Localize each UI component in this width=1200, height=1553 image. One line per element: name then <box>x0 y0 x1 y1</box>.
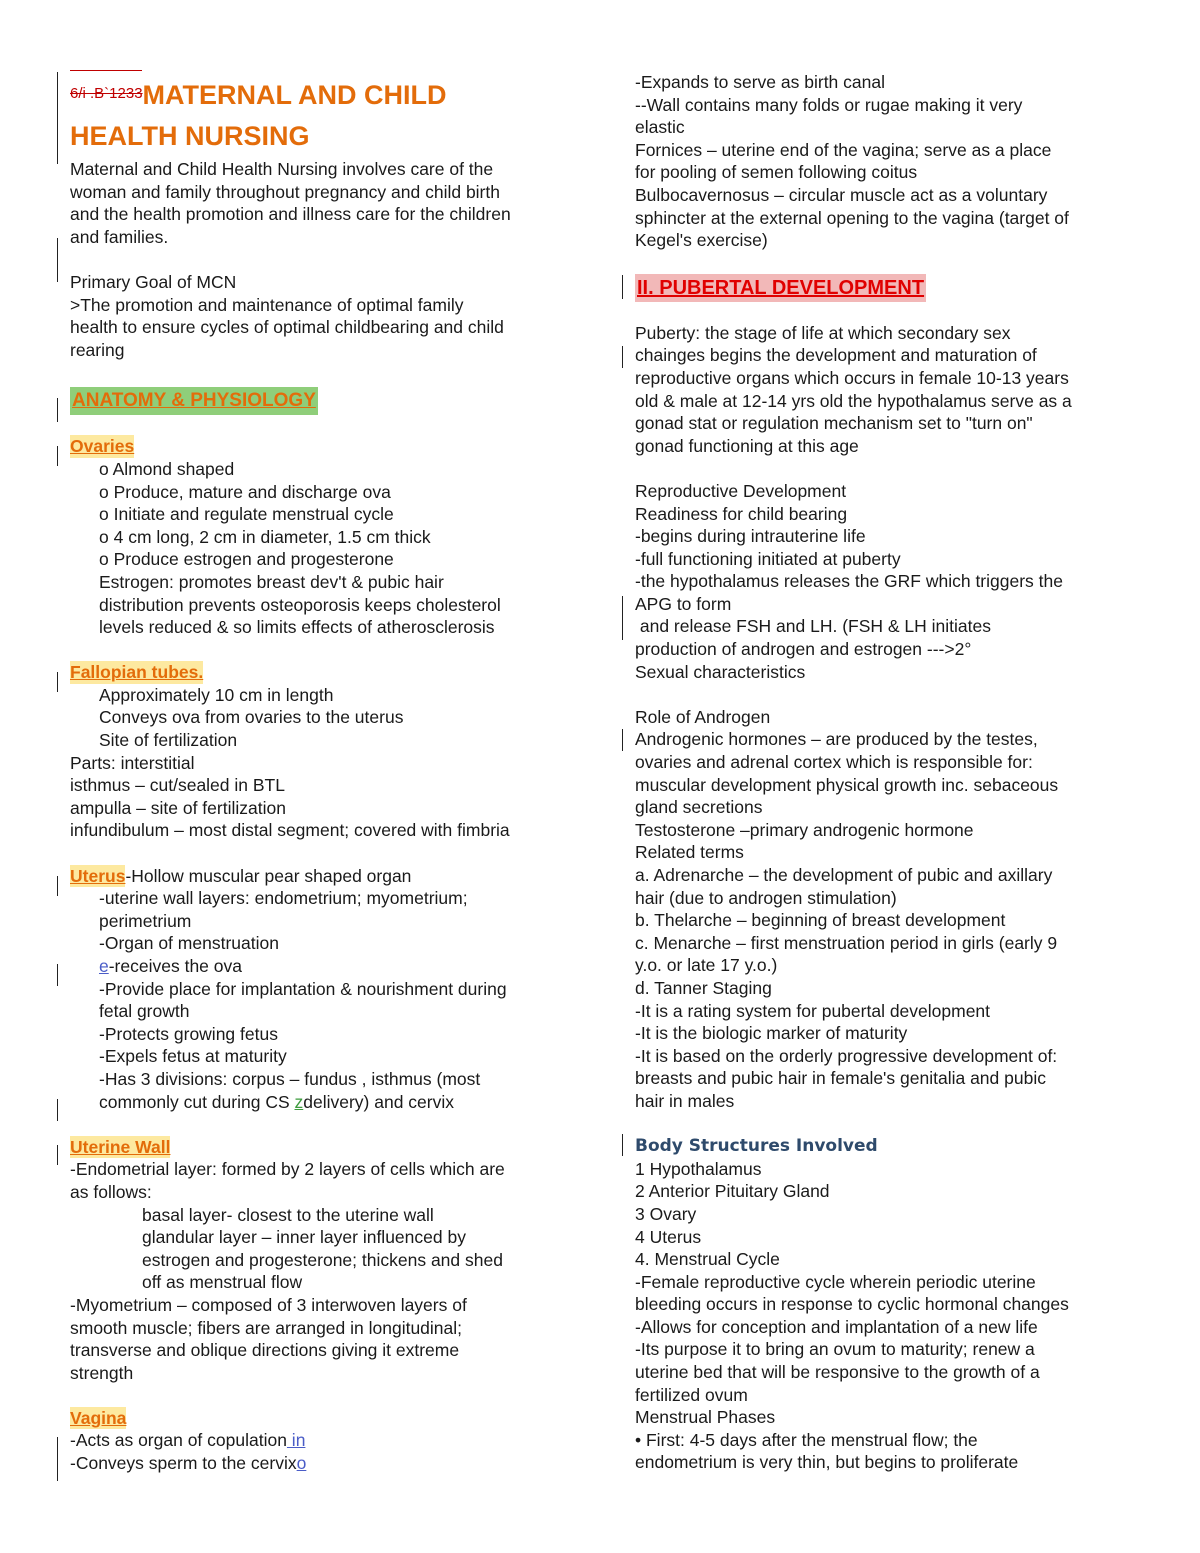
body-line: fertilized ovum <box>635 1384 748 1405</box>
vagina-continued-line: Kegel's exercise) <box>635 230 768 251</box>
uterine-wall-layer: estrogen and progesterone; thickens and shed <box>142 1249 503 1270</box>
vagina-continued-line: sphincter at the external opening to the vagina (target of <box>635 207 1069 228</box>
left-column <box>70 70 575 1475</box>
uterus-line: -uterine wall layers: endometrium; myometrium; <box>99 888 468 909</box>
body-line: bleeding occurs in response to cyclic hormonal changes <box>635 1294 1069 1315</box>
tracked-insertion: z <box>294 1091 304 1112</box>
fallopian-part: infundibulum – most distal segment; covered with fimbria <box>70 820 510 841</box>
puberty-line: gonad stat or regulation mechanism set to "turn on" <box>635 413 1033 434</box>
vagina-continued-line: Fornices – uterine end of the vagina; serve as a place <box>635 139 1052 160</box>
intro-line: and families. <box>70 226 169 247</box>
document-title <box>70 70 575 154</box>
body-line: endometrium is very thin, but begins to proliferate <box>635 1452 1019 1473</box>
revision-bar <box>622 346 623 368</box>
revision-bar <box>622 275 623 299</box>
body-line: 1 Hypothalamus <box>635 1158 762 1179</box>
repro-line: Sexual characteristics <box>635 661 806 682</box>
androgen-line: -It is the biologic marker of maturity <box>635 1023 908 1044</box>
title-line-2: HEALTH NURSING <box>70 121 310 151</box>
androgen-line: breasts and pubic hair in female's genitalia and pubic <box>635 1068 1046 1089</box>
androgen-line: -It is based on the orderly progressive development of: <box>635 1045 1058 1066</box>
uterus-line: -Protects growing fetus <box>99 1023 278 1044</box>
fallopian-part: isthmus – cut/sealed in BTL <box>70 775 285 796</box>
androgen-line: hair in males <box>635 1090 735 1111</box>
puberty-line: Puberty: the stage of life at which secondary sex <box>635 322 1011 343</box>
androgen-line: b. Thelarche – beginning of breast development <box>635 910 1006 931</box>
androgen-line: c. Menarche – first menstruation period in girls (early 9 <box>635 932 1058 953</box>
ovaries-bullet: o Initiate and regulate menstrual cycle <box>99 504 394 525</box>
goal-line: rearing <box>70 339 125 360</box>
vagina-continued-line: Bulbocavernosus – circular muscle act as a voluntary <box>635 184 1048 205</box>
uterus-line: -Organ of menstruation <box>99 933 279 954</box>
revision-bar <box>57 238 58 282</box>
androgen-line: Androgenic hormones – are produced by the testes, <box>635 729 1038 750</box>
puberty-line: old & male at 12-14 yrs old the hypothalamus serve as a <box>635 390 1072 411</box>
androgen-line: hair (due to androgen stimulation) <box>635 887 897 908</box>
tracked-insertion: e <box>99 956 109 976</box>
body-line: 4. Menstrual Cycle <box>635 1249 780 1270</box>
revision-bar <box>57 672 58 692</box>
revision-bar <box>57 1437 58 1481</box>
uterine-wall-line: smooth muscle; fibers are arranged in longitudinal; <box>70 1317 463 1338</box>
body-line: • First: 4-5 days after the menstrual flow; the <box>635 1429 978 1450</box>
uterine-wall-layer: off as menstrual flow <box>142 1272 303 1293</box>
uterus-line: -Expels fetus at maturity <box>99 1046 287 1067</box>
uterus-line: fetal growth <box>99 1001 190 1022</box>
body-line: Menstrual Phases <box>635 1407 776 1428</box>
revision-bar <box>57 1099 58 1121</box>
intro-line: Maternal and Child Health Nursing involves care of the <box>70 159 494 179</box>
uterus-line: -receives the ova <box>108 956 242 976</box>
uterine-wall-line: as follows: <box>70 1181 152 1202</box>
uterine-wall-line: transverse and oblique directions giving it extreme <box>70 1340 460 1361</box>
intro-line: and the health promotion and illness care for the children <box>70 204 511 225</box>
uterus-line: perimetrium <box>99 910 192 931</box>
revision-bar <box>622 729 623 751</box>
ovaries-bullet: o Produce estrogen and progesterone <box>99 549 394 570</box>
body-line: -Female reproductive cycle wherein periodic uterine <box>635 1271 1036 1292</box>
body-structures-heading: Body Structures Involved <box>635 1136 878 1157</box>
androgen-line: Related terms <box>635 842 744 863</box>
uterine-wall-heading: Uterine Wall <box>70 1136 171 1157</box>
uterus-line: commonly cut during CS <box>99 1091 295 1112</box>
revision-bar <box>622 596 623 640</box>
androgen-line: a. Adrenarche – the development of pubic and axillary <box>635 865 1053 885</box>
puberty-line: chainges begins the development and maturation of <box>635 345 1037 366</box>
anatomy-heading: ANATOMY & PHYSIOLOGY <box>70 387 318 415</box>
pubertal-heading: II. PUBERTAL DEVELOPMENT <box>635 274 926 302</box>
androgen-line: y.o. or late 17 y.o.) <box>635 955 778 976</box>
goal-line: >The promotion and maintenance of optimal family <box>70 294 464 315</box>
androgen-line: d. Tanner Staging <box>635 977 772 998</box>
goal-title: Primary Goal of MCN <box>70 271 237 292</box>
revision-bar <box>57 72 58 164</box>
ovaries-bullet: o 4 cm long, 2 cm in diameter, 1.5 cm thick <box>99 526 431 547</box>
uterine-wall-layer: glandular layer – inner layer influenced by <box>142 1227 466 1248</box>
revision-bar <box>622 1134 623 1156</box>
uterus-description: -Hollow muscular pear shaped organ <box>125 865 412 886</box>
androgen-line: Role of Androgen <box>635 706 771 727</box>
ovaries-bullet: levels reduced & so limits effects of atherosclerosis <box>99 617 495 638</box>
vagina-line: -Conveys sperm to the cervix <box>70 1453 297 1474</box>
vagina-line: -Acts as organ of copulation <box>70 1430 287 1451</box>
title-line-1: MATERNAL AND CHILD <box>142 80 447 110</box>
repro-line: APG to form <box>635 593 732 614</box>
repro-line: -the hypothalamus releases the GRF which triggers the <box>635 571 1063 592</box>
puberty-line: gonad functioning at this age <box>635 435 859 456</box>
uterine-wall-line: -Myometrium – composed of 3 interwoven layers of <box>70 1294 467 1315</box>
revision-bar <box>57 398 58 422</box>
ovaries-heading: Ovaries <box>70 436 135 457</box>
repro-line: Readiness for child bearing <box>635 503 848 524</box>
vagina-continued-line: -Expands to serve as birth canal <box>635 72 885 92</box>
revision-bar <box>57 964 58 986</box>
uterus-line: -Has 3 divisions: corpus – fundus , isthmus (most <box>99 1068 481 1089</box>
uterus-heading: Uterus <box>70 865 126 886</box>
vagina-continued-line: for pooling of semen following coitus <box>635 162 918 183</box>
puberty-line: reproductive organs which occurs in female 10-13 years <box>635 367 1069 388</box>
vagina-continued-line: --Wall contains many folds or rugae making it very <box>635 94 1023 115</box>
androgen-line: gland secretions <box>635 797 763 818</box>
tracked-insertion: in <box>286 1430 306 1451</box>
androgen-line: muscular development physical growth inc. sebaceous <box>635 774 1059 795</box>
uterine-wall-layer: basal layer- closest to the uterine wall <box>142 1204 434 1225</box>
ovaries-bullet: Estrogen: promotes breast dev't & pubic hair <box>99 571 444 592</box>
revision-bar <box>57 446 58 466</box>
ovaries-bullet: o Almond shaped <box>99 458 235 479</box>
uterine-wall-line: -Endometrial layer: formed by 2 layers of cells which are <box>70 1159 505 1180</box>
body-line: -Allows for conception and implantation of a new life <box>635 1316 1038 1337</box>
uterine-wall-line: strength <box>70 1362 134 1383</box>
revision-bar <box>57 876 58 896</box>
ovaries-bullet: distribution prevents osteoporosis keeps cholesterol <box>99 594 501 615</box>
struck-note: 6/i .B`1233 <box>70 85 143 102</box>
repro-line: production of androgen and estrogen --->2° <box>635 639 972 660</box>
uterus-line: delivery) and cervix <box>303 1091 454 1112</box>
intro-line: woman and family throughout pregnancy and child birth <box>70 181 500 202</box>
title-overline <box>70 70 142 71</box>
androgen-line: ovaries and adrenal cortex which is responsible for: <box>635 752 1033 773</box>
vagina-continued-line: elastic <box>635 117 685 138</box>
repro-line: and release FSH and LH. (FSH & LH initiates <box>635 616 991 637</box>
uterus-line: -Provide place for implantation & nourishment during <box>99 978 507 999</box>
body-line: 3 Ovary <box>635 1203 697 1224</box>
fallopian-part: Parts: interstitial <box>70 752 195 773</box>
body-line: 2 Anterior Pituitary Gland <box>635 1181 830 1202</box>
body-line: uterine bed that will be responsive to the growth of a <box>635 1362 1040 1383</box>
androgen-line: -It is a rating system for pubertal development <box>635 1000 991 1021</box>
right-column <box>635 71 1135 1474</box>
fallopian-part: ampulla – site of fertilization <box>70 797 286 818</box>
vagina-heading: Vagina <box>70 1407 127 1428</box>
body-line: -Its purpose it to bring an ovum to maturity; renew a <box>635 1339 1035 1360</box>
repro-line: Reproductive Development <box>635 480 847 501</box>
ovaries-bullet: o Produce, mature and discharge ova <box>99 481 391 502</box>
repro-line: -begins during intrauterine life <box>635 526 866 547</box>
fallopian-heading: Fallopian tubes. <box>70 662 204 683</box>
fallopian-line: Approximately 10 cm in length <box>99 684 334 705</box>
revision-bar <box>57 1145 58 1165</box>
fallopian-line: Conveys ova from ovaries to the uterus <box>99 707 404 728</box>
repro-line: -full functioning initiated at puberty <box>635 548 901 569</box>
androgen-line: Testosterone –primary androgenic hormone <box>635 819 974 840</box>
body-line: 4 Uterus <box>635 1226 702 1247</box>
fallopian-line: Site of fertilization <box>99 730 238 751</box>
tracked-insertion: o <box>296 1453 307 1474</box>
goal-line: health to ensure cycles of optimal childbearing and child <box>70 317 504 338</box>
